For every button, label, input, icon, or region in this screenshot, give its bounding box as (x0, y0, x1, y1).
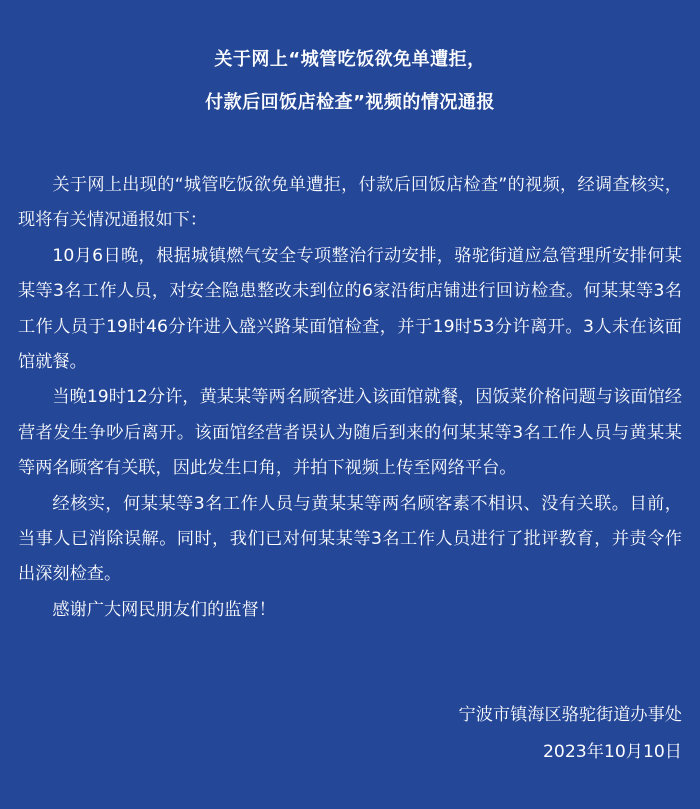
issuer-name: 宁波市镇海区骆驼街道办事处 (458, 705, 682, 725)
paragraph-thanks: 感谢广大网民朋友们的监督！ (52, 599, 276, 620)
notice-title-line-2: 付款后回饭店检查”视频的情况通报 (205, 92, 495, 113)
paragraph-conclusion: 经核实，何某某等3名工作人员与黄某某等两名顾客素不相识、没有关联。目前，当事人已消除误解。同时，我们已对何某某等3名工作人员进行了批评教育，并责令作出深刻检查。 (18, 493, 682, 585)
paragraph-dispute: 当晚19时12分许，黄某某等两名顾客进入该面馆就餐，因饭菜价格问题与该面馆经营者发生争吵后离开。该面馆经营者误认为随后到来的何某某等3名工作人员与黄某某等两名顾客有关联，因此发生口角，并拍下视频上传至网络平台。 (18, 387, 682, 479)
issue-date: 2023年10月10日 (542, 742, 682, 762)
paragraph-intro: 关于网上出现的“城管吃饭欲免单遭拒，付款后回饭店检查”的视频，经调查核实，现将有关情况通报如下： (18, 175, 682, 231)
notice-title-line-1: 关于网上“城管吃饭欲免单遭拒， (214, 49, 486, 70)
notice-body (18, 168, 682, 628)
paragraph-inspection: 10月6日晚，根据城镇燃气安全专项整治行动安排，骆驼街道应急管理所安排何某某等3名工作人员，对安全隐患整改未到位的6家沿街店铺进行回访检查。何某某等3名工作人员于19时46分许进入盛兴路某面馆检查，并于19时53分许离开。3人未在该面馆就餐。 (18, 245, 682, 373)
